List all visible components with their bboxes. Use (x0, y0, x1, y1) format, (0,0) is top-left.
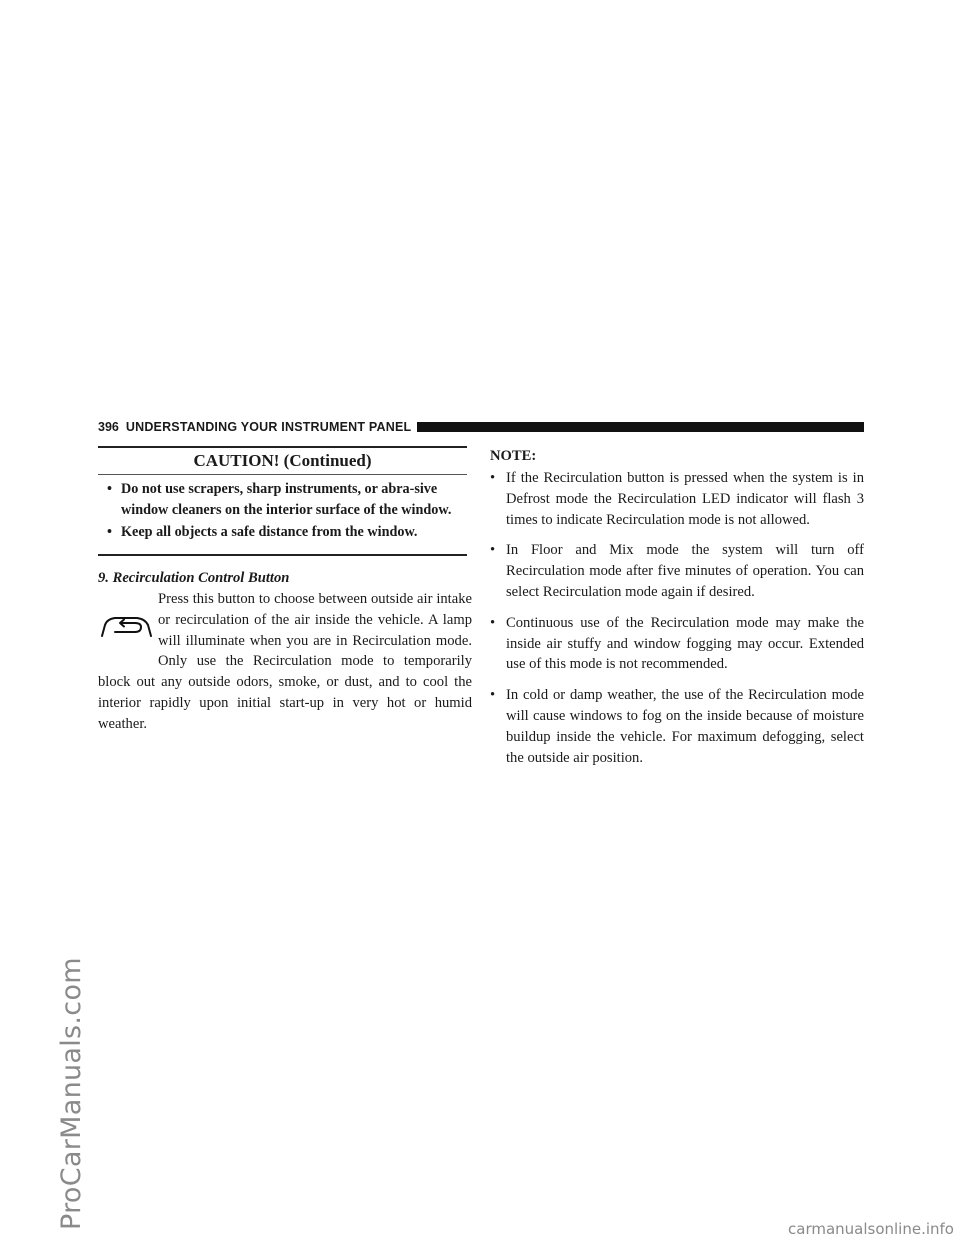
recirculation-body: Press this button to choose between outside air intake or recirculation of the air inside the vehicle. A lamp will illuminate when you are in Recirculation mode. Only use the Recirculation mode to temporarily block out any outside odors, smoke, or dust, and to cool the interior rapidly upon initial start-up in very hot or humid weather. (98, 591, 472, 732)
caution-title: CAUTION! (Continued) (98, 448, 467, 475)
note-section (490, 446, 864, 778)
note-item (490, 468, 864, 530)
caution-item-text: Keep all objects a safe distance from the window. (121, 524, 418, 540)
header-rule (417, 422, 864, 432)
watermark-carmanualsonline: carmanualsonline.info (788, 1220, 954, 1238)
note-item-text: Continuous use of the Recirculation mode may make the inside air stuffy and window fogging may occur. Extended use of this mode is not recommended. (506, 614, 864, 673)
note-item-text: If the Recirculation button is pressed when the system is in Defrost mode the Recirculation LED indicator will flash 3 times to indicate Recirculation mode is not allowed. (506, 470, 864, 528)
running-header (98, 418, 864, 435)
bullet-icon: • (490, 470, 496, 486)
bullet-icon: • (107, 481, 112, 497)
bullet-icon: • (490, 687, 496, 704)
recirculation-section (98, 568, 472, 735)
recirculation-paragraph (98, 589, 472, 735)
caution-item (98, 522, 467, 543)
watermark-procarmanuals: ProCarManuals.com (56, 957, 87, 1230)
caution-list (98, 475, 467, 543)
note-item (490, 613, 864, 675)
note-item (490, 685, 864, 768)
recirculation-heading: 9. Recirculation Control Button (98, 570, 290, 586)
bullet-icon: • (107, 524, 112, 540)
page-number: 396 (98, 419, 119, 434)
note-item-text: In cold or damp weather, the use of the Recirculation mode will cause windows to fog on the inside because of moisture buildup inside the vehicle. For maximum defogging, select the outside air position. (506, 687, 864, 766)
caution-item-text: Do not use scrapers, sharp instruments, or abra-sive window cleaners on the interior surface of the window. (121, 481, 452, 518)
note-item (490, 540, 864, 602)
bullet-icon: • (490, 542, 496, 559)
recirculation-icon (98, 595, 154, 659)
caution-item (98, 479, 467, 520)
section-title: UNDERSTANDING YOUR INSTRUMENT PANEL (125, 419, 412, 434)
bullet-icon: • (490, 614, 496, 631)
note-label: NOTE: (490, 448, 537, 464)
note-list (490, 468, 864, 768)
note-item-text: In Floor and Mix mode the system will turn off Recirculation mode after five minutes of operation. You can select Recirculation mode again if desired. (506, 542, 864, 600)
caution-box (98, 446, 467, 556)
